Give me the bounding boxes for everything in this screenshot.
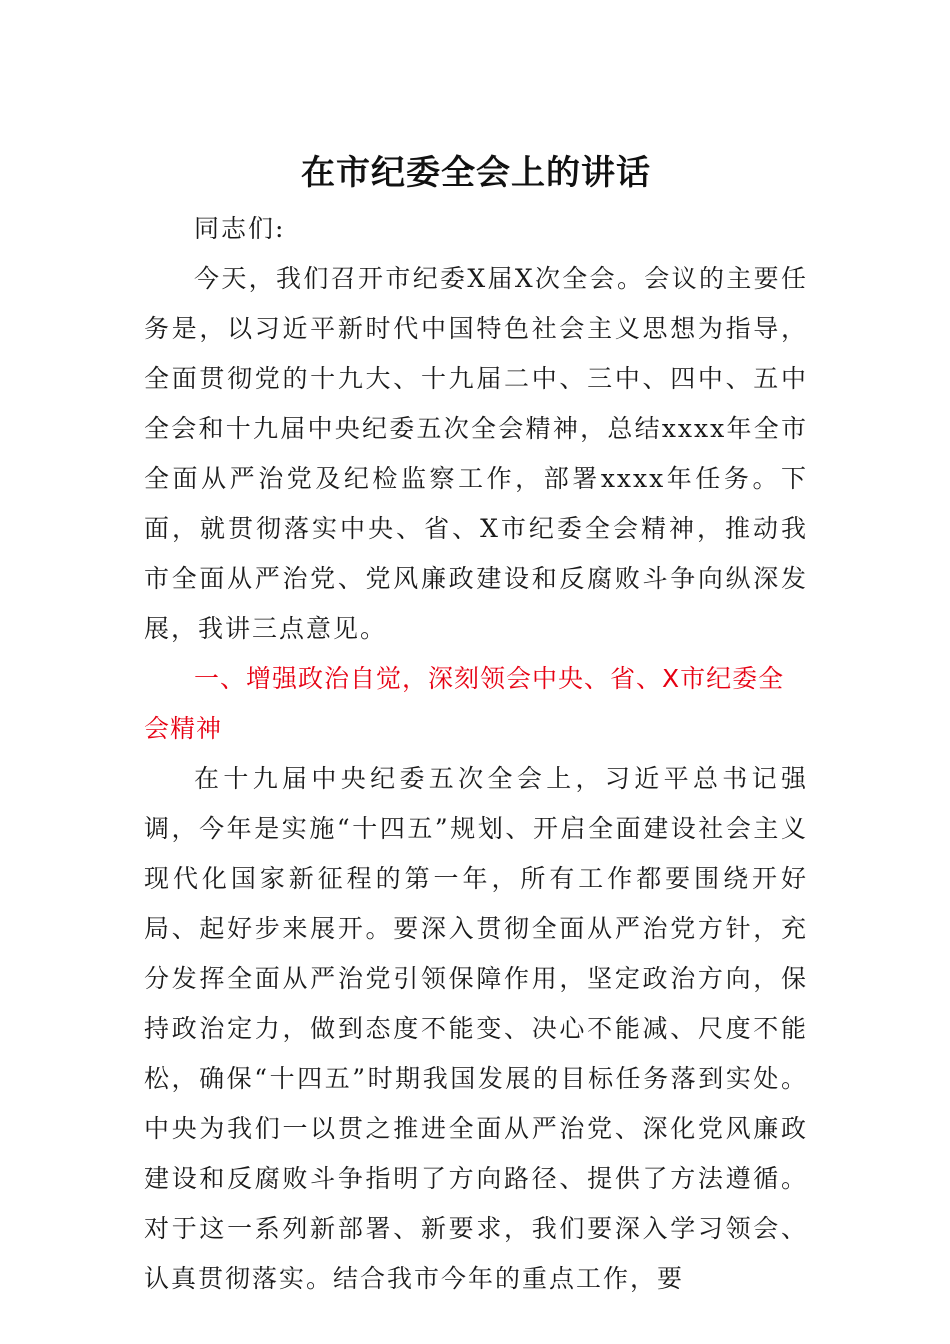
document-body bbox=[144, 204, 808, 1304]
paragraph-intro: 今天，我们召开市纪委X届X次全会。会议的主要任务是，以习近平新时代中国特色社会主义思想为指导，全面贯彻党的十九大、十九届二中、三中、四中、五中全会和十九届中央纪委五次全会精神，总结xxxx年全市全面从严治党及纪检监察工作，部署xxxx年任务。下面，就贯彻落实中央、省、X市纪委全会精神，推动我市全面从严治党、党风廉政建设和反腐败斗争向纵深发展，我讲三点意见。 bbox=[144, 264, 808, 643]
section-heading-1: 一、增强政治自觉，深刻领会中央、省、X市纪委全会精神 bbox=[144, 664, 785, 743]
paragraph-section-1: 在十九届中央纪委五次全会上，习近平总书记强调，今年是实施“十四五”规划、开启全面建设社会主义现代化国家新征程的第一年，所有工作都要围绕开好局、起好步来展开。要深入贯彻全面从严治党方针，充分发挥全面从严治党引领保障作用，坚定政治方向，保持政治定力，做到态度不能变、决心不能减、尺度不能松，确保“十四五”时期我国发展的目标任务落到实处。中央为我们一以贯之推进全面从严治党、深化党风廉政建设和反腐败斗争指明了方向路径、提供了方法遵循。对于这一系列新部署、新要求，我们要深入学习领会、认真贯彻落实。结合我市今年的重点工作，要 bbox=[144, 764, 808, 1293]
salutation: 同志们: bbox=[194, 214, 286, 243]
document-title: 在市纪委全会上的讲话 bbox=[301, 153, 651, 193]
